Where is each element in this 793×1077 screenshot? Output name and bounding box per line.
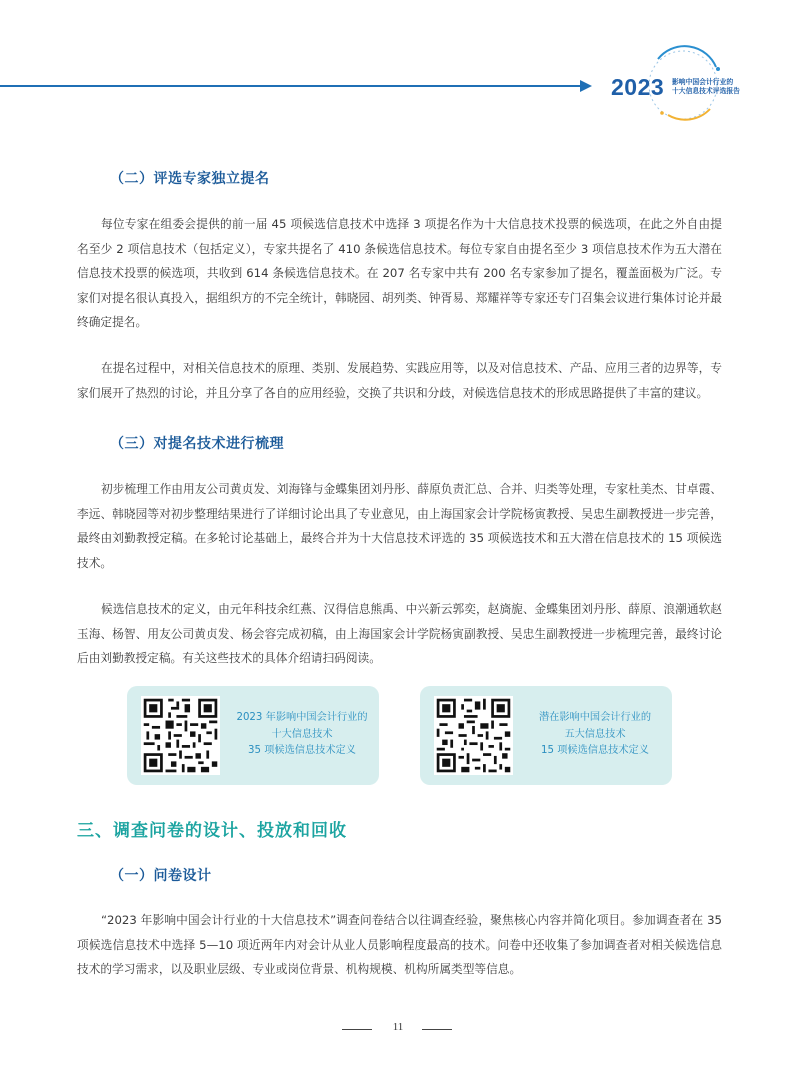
footer-rule-left <box>342 1029 372 1030</box>
subheading-questionnaire: （一）问卷设计 <box>110 868 212 884</box>
qr-card-top-ten[interactable] <box>127 686 379 785</box>
paragraph: 初步梳理工作由用友公司黄贞发、刘海锋与金蝶集团刘丹彤、薛原负责汇总、合并、归类等处理，专家杜美杰、甘卓霞、李远、韩晓园等对初步整理结果进行了详细讨论出具了专业意见，由上海国家会计学院杨寅教授、吴忠生副教授进一步完善，最终由刘勤教授定稿。在多轮讨论基础上，最终合并为十大信息技术评选的 35 项候选技术和五大潜在信息技术的 15 项候选技术。 <box>77 482 722 570</box>
qr-caption-line: 35 项候选信息技术定义 <box>248 745 356 756</box>
report-title <box>672 78 740 95</box>
subheading-sorting: （三）对提名技术进行梳理 <box>110 436 284 452</box>
qr-caption-line: 五大信息技术 <box>564 728 626 740</box>
footer-rule-right <box>422 1029 452 1030</box>
qr-code-icon[interactable] <box>434 696 513 775</box>
qr-caption <box>520 710 670 760</box>
page-number: 11 <box>392 1021 404 1033</box>
qr-code-icon[interactable] <box>141 696 220 775</box>
header-rule <box>0 85 582 87</box>
section-title-survey: 三、调查问卷的设计、投放和回收 <box>77 821 347 841</box>
qr-caption <box>227 710 377 760</box>
paragraph: 每位专家在组委会提供的前一届 45 项候选信息技术中选择 3 项提名作为十大信息技术投票的候选项，在此之外自由提名至少 2 项信息技术（包括定义），专家共提名了 410 条候选信息技术。每位专家自由提名至少 3 项信息技术作为五大潜在信息技术投票的候选项，共收到 614 条候选信息技术。在 207 名专家中共有 200 名专家参加了提名，覆盖面极为广泛。专家们对提名很认真投入，据组织方的不完全统计，韩晓园、胡列类、钟胥易、郑耀祥等专家还专门召集会议进行集体讨论并最终确定提名。 <box>77 217 722 329</box>
paragraph: 候选信息技术的定义，由元年科技余红燕、汉得信息熊禹、中兴新云郭奕，赵旖旎、金蝶集团刘丹彤、薛原、浪潮通软赵玉海、杨智、用友公司黄贞发、杨会容完成初稿，由上海国家会计学院杨寅副教授、吴忠生副教授进一步梳理完善，最终讨论后由刘勤教授定稿。有关这些技术的具体介绍请扫码阅读。 <box>77 602 722 665</box>
arrow-right-icon <box>580 80 592 92</box>
subheading-nomination: （二）评选专家独立提名 <box>110 171 270 187</box>
report-title-line: 十大信息技术评选报告 <box>672 86 740 95</box>
qr-caption-line: 潜在影响中国会计行业的 <box>538 712 652 723</box>
qr-caption-line: 十大信息技术 <box>271 728 333 740</box>
paragraph: “2023 年影响中国会计行业的十大信息技术”调查问卷结合以往调查经验，聚焦核心内容并简化项目。参加调查者在 35 项候选信息技术中选择 5—10 项近两年内对会计从业人员影响程度最高的技术。问卷中还收集了参加调查者对相关候选信息技术的学习需求，以及职业层级、专业或岗位背景、机构规模、机构所属类型等信息。 <box>77 913 722 976</box>
report-year: 2023 <box>611 74 665 100</box>
qr-caption-line: 2023 年影响中国会计行业的 <box>236 712 368 723</box>
paragraph: 在提名过程中，对相关信息技术的原理、类别、发展趋势、实践应用等，以及对信息技术、产品、应用三者的边界等，专家们展开了热烈的讨论，并且分享了各自的应用经验，交换了共识和分歧，对候选信息技术的形成思路提供了丰富的建议。 <box>77 361 722 400</box>
report-title-line: 影响中国会计行业的 <box>672 78 734 86</box>
qr-card-potential[interactable] <box>420 686 672 785</box>
qr-caption-line: 15 项候选信息技术定义 <box>541 745 649 756</box>
